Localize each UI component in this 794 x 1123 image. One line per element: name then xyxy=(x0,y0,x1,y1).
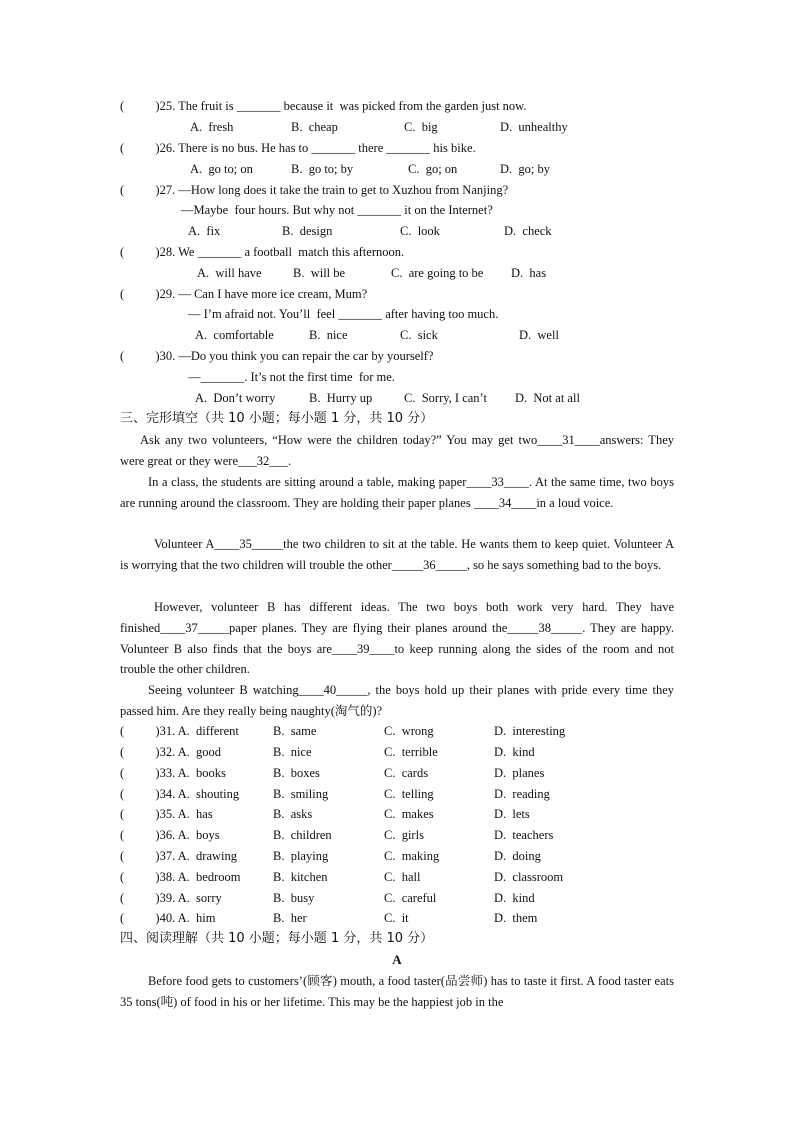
cloze-item-37-c: C. making xyxy=(384,849,440,863)
cloze-item-37-d: D. doing xyxy=(494,849,541,863)
q29-option-d: D. well xyxy=(519,328,559,342)
q28-option-a: A. will have xyxy=(197,266,262,280)
question-30-stem-reply: —_______. It’s not the first time for me. xyxy=(188,370,395,384)
cloze-item-39-d: D. kind xyxy=(494,891,535,905)
section-4-heading: 四、阅读理解（共 10 小题；每小题 1 分，共 10 分） xyxy=(120,931,434,946)
question-25-stem: ( )25. The fruit is _______ because it was picked from the garden just now. xyxy=(120,99,527,113)
cloze-item-36-c: C. girls xyxy=(384,828,424,842)
cloze-item-38: ( )38. A. bedroom xyxy=(120,870,241,884)
cloze-item-37-b: B. playing xyxy=(273,849,329,863)
cloze-item-40-d: D. them xyxy=(494,911,538,925)
question-29-stem: ( )29. — Can I have more ice cream, Mum? xyxy=(120,287,368,301)
cloze-item-31-b: B. same xyxy=(273,724,317,738)
cloze-item-33-c: C. cards xyxy=(384,766,429,780)
q25-option-c: C. big xyxy=(404,120,438,134)
q27-option-c: C. look xyxy=(400,224,440,238)
q29-option-a: A. comfortable xyxy=(195,328,274,342)
cloze-item-40-c: C. it xyxy=(384,911,409,925)
cloze-item-35: ( )35. A. has xyxy=(120,807,213,821)
cloze-item-33-d: D. planes xyxy=(494,766,545,780)
q29-option-c: C. sick xyxy=(400,328,438,342)
cloze-item-32: ( )32. A. good xyxy=(120,745,222,759)
cloze-item-31: ( )31. A. different xyxy=(120,724,239,738)
cloze-item-34-c: C. telling xyxy=(384,787,434,801)
q30-option-b: B. Hurry up xyxy=(309,391,373,405)
cloze-item-35-d: D. lets xyxy=(494,807,530,821)
cloze-item-39: ( )39. A. sorry xyxy=(120,891,222,905)
cloze-item-40-b: B. her xyxy=(273,911,307,925)
cloze-paragraph-1: Ask any two volunteers, “How were the children today?” You may get two____31____answers: They were great or they were___32___. xyxy=(120,433,674,468)
cloze-item-35-b: B. asks xyxy=(273,807,313,821)
q30-option-a: A. Don’t worry xyxy=(195,391,276,405)
cloze-item-32-d: D. kind xyxy=(494,745,535,759)
q25-option-b: B. cheap xyxy=(291,120,338,134)
cloze-item-32-c: C. terrible xyxy=(384,745,438,759)
cloze-item-39-b: B. busy xyxy=(273,891,315,905)
cloze-item-33: ( )33. A. books xyxy=(120,766,226,780)
question-27-stem: ( )27. —How long does it take the train to get to Xuzhou from Nanjing? xyxy=(120,183,509,197)
q25-option-a: A. fresh xyxy=(190,120,234,134)
cloze-item-36: ( )36. A. boys xyxy=(120,828,220,842)
q28-option-c: C. are going to be xyxy=(391,266,484,280)
question-30-stem: ( )30. —Do you think you can repair the car by yourself? xyxy=(120,349,434,363)
section-3-heading: 三、完形填空（共 10 小题；每小题 1 分，共 10 分） xyxy=(120,411,434,426)
cloze-item-38-c: C. hall xyxy=(384,870,421,884)
cloze-item-36-b: B. children xyxy=(273,828,332,842)
q27-option-a: A. fix xyxy=(188,224,221,238)
cloze-paragraph-3: Volunteer A____35_____the two children to sit at the table. He wants them to keep quiet. Volunteer A is worrying that the two children will trouble the other_____36_____, so he says something bad to the boys. xyxy=(120,537,674,572)
q25-option-d: D. unhealthy xyxy=(500,120,568,134)
cloze-item-36-d: D. teachers xyxy=(494,828,554,842)
question-28-stem: ( )28. We _______ a football match this afternoon. xyxy=(120,245,405,259)
q30-option-d: D. Not at all xyxy=(515,391,580,405)
reading-paragraph-a: Before food gets to customers’(顾客) mouth, a food taster(品尝师) has to taste it first. A food taster eats 35 tons(吨) of food in his or her lifetime. This may be the happiest job in the xyxy=(120,974,674,1009)
q26-option-a: A. go to; on xyxy=(190,162,253,176)
cloze-item-40: ( )40. A. him xyxy=(120,911,216,925)
cloze-item-35-c: C. makes xyxy=(384,807,434,821)
cloze-item-32-b: B. nice xyxy=(273,745,312,759)
q27-option-d: D. check xyxy=(504,224,552,238)
cloze-item-34-d: D. reading xyxy=(494,787,550,801)
q28-option-b: B. will be xyxy=(293,266,346,280)
cloze-item-39-c: C. careful xyxy=(384,891,437,905)
q26-option-c: C. go; on xyxy=(408,162,458,176)
q29-option-b: B. nice xyxy=(309,328,348,342)
passage-a-label: A xyxy=(392,952,402,967)
cloze-item-34-b: B. smiling xyxy=(273,787,329,801)
cloze-paragraph-5: Seeing volunteer B watching____40_____, the boys hold up their planes with pride every time they passed him. Are they really being naughty(淘气的)? xyxy=(120,683,674,718)
question-27-stem-reply: —Maybe four hours. But why not _______ it on the Internet? xyxy=(181,203,493,217)
question-26-stem: ( )26. There is no bus. He has to _______ there _______ his bike. xyxy=(120,141,476,155)
cloze-item-37: ( )37. A. drawing xyxy=(120,849,237,863)
cloze-item-31-c: C. wrong xyxy=(384,724,434,738)
q26-option-b: B. go to; by xyxy=(291,162,354,176)
q30-option-c: C. Sorry, I can’t xyxy=(404,391,487,405)
q26-option-d: D. go; by xyxy=(500,162,550,176)
q28-option-d: D. has xyxy=(511,266,547,280)
cloze-item-38-b: B. kitchen xyxy=(273,870,328,884)
q27-option-b: B. design xyxy=(282,224,333,238)
cloze-paragraph-2: In a class, the students are sitting around a table, making paper____33____. At the same time, two boys are running around the classroom. They are holding their paper planes ____34____in a loud voice. xyxy=(120,475,674,510)
question-29-stem-reply: — I’m afraid not. You’ll feel _______ after having too much. xyxy=(188,307,499,321)
cloze-item-34: ( )34. A. shouting xyxy=(120,787,240,801)
cloze-paragraph-4: However, volunteer B has different ideas. The two boys both work very hard. They have finished____37_____paper planes. They are flying their planes around the_____38_____. They are happy. Volunteer B also finds that the boys are____39____to keep running along the sides of the room and not trouble the other children. xyxy=(120,600,674,677)
cloze-item-38-d: D. classroom xyxy=(494,870,564,884)
cloze-item-33-b: B. boxes xyxy=(273,766,320,780)
cloze-item-31-d: D. interesting xyxy=(494,724,566,738)
